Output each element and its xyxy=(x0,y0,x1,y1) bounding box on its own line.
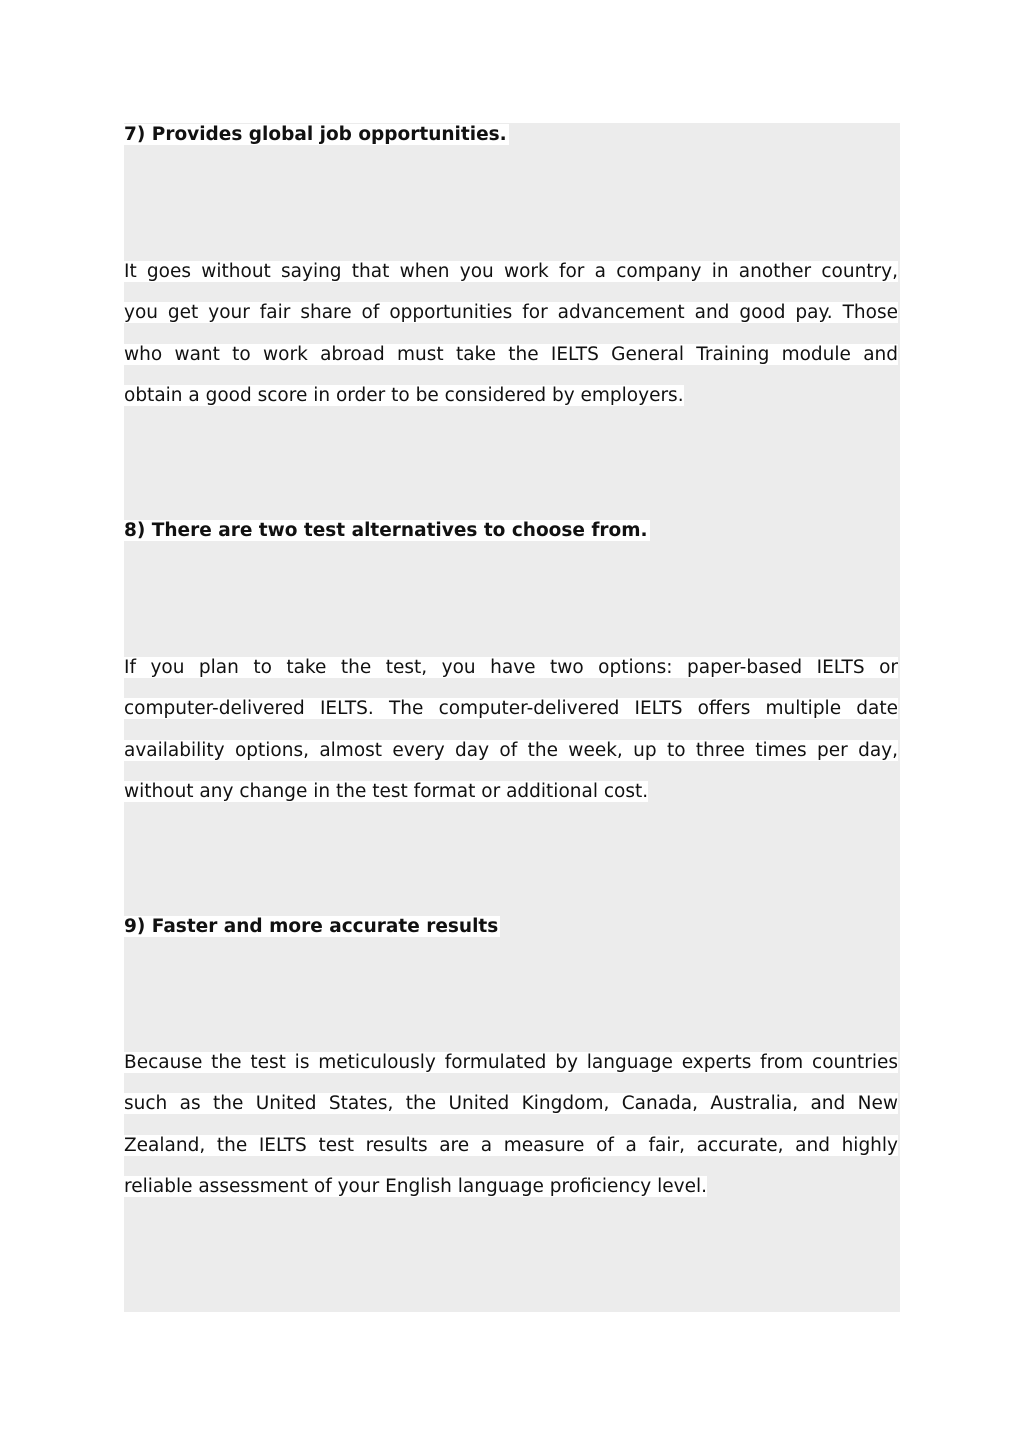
section-heading-8 xyxy=(124,518,650,544)
paragraph-line: availability options, almost every day of the week, up to three times per day, xyxy=(124,739,898,761)
section-paragraph-8 xyxy=(124,647,898,812)
paragraph-line: you get your fair share of opportunities for advancement and good pay. Those xyxy=(124,302,898,324)
paragraph-line: Because the test is meticulously formulated by language experts from countries xyxy=(124,1052,898,1073)
section-heading-text: 9) Faster and more accurate results xyxy=(124,916,499,937)
section-heading-text: 8) There are two test alternatives to choose from. xyxy=(124,520,648,541)
section-paragraph-9 xyxy=(124,1042,898,1207)
paragraph-line: If you plan to take the test, you have two options: paper-based IELTS or xyxy=(124,657,898,678)
paragraph-line: such as the United States, the United Kingdom, Canada, Australia, and New xyxy=(124,1093,898,1115)
paragraph-line: obtain a good score in order to be considered by employers. xyxy=(124,384,684,406)
section-heading-9 xyxy=(124,914,500,940)
paragraph-line: computer-delivered IELTS. The computer-delivered IELTS offers multiple date xyxy=(124,698,898,720)
paragraph-line: It goes without saying that when you work for a company in another country, xyxy=(124,261,898,282)
section-paragraph-7 xyxy=(124,251,898,416)
section-heading-text: 7) Provides global job opportunities. xyxy=(124,124,507,145)
paragraph-line: without any change in the test format or additional cost. xyxy=(124,780,649,802)
paragraph-line: Zealand, the IELTS test results are a measure of a fair, accurate, and highly xyxy=(124,1134,898,1156)
paragraph-line: who want to work abroad must take the IELTS General Training module and xyxy=(124,343,898,365)
section-heading-7 xyxy=(124,122,509,148)
paragraph-line: reliable assessment of your English language proficiency level. xyxy=(124,1175,707,1197)
